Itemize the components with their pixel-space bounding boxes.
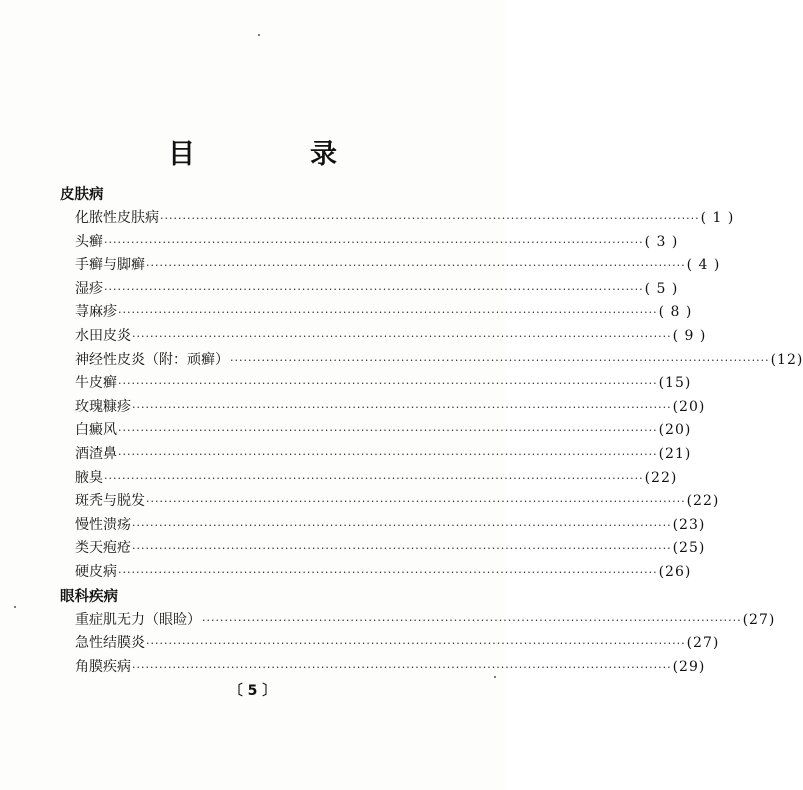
toc-entry-label: 硬皮病 xyxy=(75,563,117,580)
dot-leader: ························································································································ xyxy=(104,235,644,249)
toc-entry xyxy=(60,467,678,491)
scan-speck xyxy=(14,606,16,608)
dot-leader: ························································································································ xyxy=(104,282,644,296)
dot-leader: ························································································································ xyxy=(160,212,700,225)
toc-entry xyxy=(60,609,776,633)
toc-entry xyxy=(60,396,706,420)
toc-entry-page: ( 3 ) xyxy=(644,233,679,250)
toc-entry-page: (29) xyxy=(672,658,706,675)
toc-entry-page: (12) xyxy=(770,351,803,368)
dot-leader: ························································································································ xyxy=(118,424,658,438)
toc-entry xyxy=(60,561,692,585)
toc-entry-page: (15) xyxy=(658,375,692,392)
toc-entry-page: (21) xyxy=(658,445,692,462)
dot-leader: ························································································································ xyxy=(132,518,672,532)
page-number: 〔 5 〕 xyxy=(228,683,277,699)
dot-leader: ························································································································ xyxy=(118,306,658,320)
dot-leader: ························································································································ xyxy=(146,495,686,509)
toc-entry-page: ( 8 ) xyxy=(658,304,693,321)
toc-entry-page: ( 5 ) xyxy=(644,280,679,297)
toc-entry xyxy=(60,231,679,255)
toc-entry-label: 急性结膜炎 xyxy=(75,635,145,652)
dot-leader: ························································································································ xyxy=(132,329,672,343)
toc-entry-label: 斑秃与脱发 xyxy=(75,493,145,510)
page-title: 目 录 xyxy=(168,139,381,170)
toc-entry xyxy=(60,325,707,349)
toc-entry xyxy=(60,254,721,278)
toc-entry xyxy=(60,207,735,231)
section-heading: 眼科疾病 xyxy=(60,588,118,605)
toc-entry xyxy=(60,537,706,561)
toc-entry-label: 酒渣鼻 xyxy=(75,445,117,462)
dot-leader: ························································································································ xyxy=(118,447,658,461)
scan-speck xyxy=(494,676,496,678)
toc-entry-label: 慢性溃疡 xyxy=(75,516,131,533)
dot-leader: ························································································································ xyxy=(230,353,770,367)
toc-entry-label: 水田皮炎 xyxy=(75,327,131,344)
section-heading: 皮肤病 xyxy=(60,187,104,203)
toc-entry-label: 头癣 xyxy=(75,233,103,250)
toc-entry-label: 湿疹 xyxy=(75,280,103,297)
toc-entry-label: 荨麻疹 xyxy=(75,304,117,321)
toc-entry xyxy=(60,490,720,514)
toc-entry xyxy=(60,372,692,396)
toc-entry-page: (26) xyxy=(658,563,692,580)
toc-entry-page: (25) xyxy=(672,540,706,557)
toc-entry-page: ( 1 ) xyxy=(700,210,735,226)
toc-entry-page: (27) xyxy=(686,635,720,652)
toc-entry-label: 类天疱疮 xyxy=(75,540,131,557)
dot-leader: ························································································································ xyxy=(132,400,672,414)
toc-entry-label: 腋臭 xyxy=(75,469,103,486)
dot-leader: ························································································································ xyxy=(132,542,672,556)
toc-entry xyxy=(60,443,692,467)
toc-entry-label: 角膜疾病 xyxy=(75,658,131,675)
dot-leader: ························································································································ xyxy=(104,471,644,485)
toc-entry-page: (22) xyxy=(644,469,678,486)
toc-entry-label: 神经性皮炎（附：顽癣） xyxy=(75,351,229,368)
toc-entry-label: 牛皮癣 xyxy=(75,375,117,392)
dot-leader: ························································································································ xyxy=(118,565,658,579)
scan-speck xyxy=(258,34,260,36)
toc-entry-page: ( 4 ) xyxy=(686,257,721,274)
toc-entry-page: (20) xyxy=(658,422,692,439)
toc-entry xyxy=(60,278,679,302)
toc-entry xyxy=(60,301,693,325)
dot-leader: ························································································································ xyxy=(146,637,686,651)
toc-entry-label: 化脓性皮肤病 xyxy=(75,210,159,226)
toc-entry-page: (22) xyxy=(686,493,720,510)
toc-entry-page: (27) xyxy=(742,611,776,628)
toc-entry xyxy=(60,349,803,373)
toc-entry xyxy=(60,419,692,443)
table-of-contents xyxy=(60,183,803,679)
toc-entry-page: (20) xyxy=(672,398,706,415)
toc-entry-label: 玫瑰糠疹 xyxy=(75,398,131,415)
toc-entry xyxy=(60,514,706,538)
toc-entry xyxy=(60,656,706,680)
toc-entry-page: ( 9 ) xyxy=(672,327,707,344)
toc-entry-label: 白癜风 xyxy=(75,422,117,439)
toc-entry-label: 重症肌无力（眼睑） xyxy=(75,611,201,628)
dot-leader: ························································································································ xyxy=(202,613,742,627)
toc-entry xyxy=(60,632,720,656)
toc-entry-label: 手癣与脚癣 xyxy=(75,257,145,274)
dot-leader: ························································································································ xyxy=(132,660,672,674)
dot-leader: ························································································································ xyxy=(146,259,686,273)
toc-entry-page: (23) xyxy=(672,516,706,533)
dot-leader: ························································································································ xyxy=(118,377,658,391)
